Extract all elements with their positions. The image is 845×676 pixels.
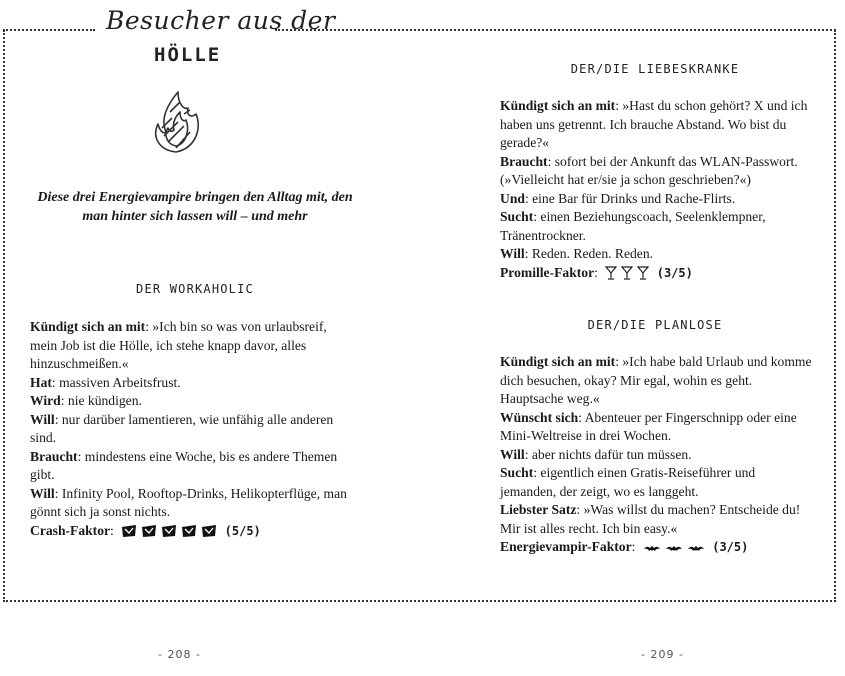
planlose-block <box>500 353 812 557</box>
section-title-planlose: DER/DIE PLANLOSE <box>587 318 723 332</box>
crash-icon-row <box>121 524 217 538</box>
line: Wünscht sich: Abenteuer per Fingerschnipp oder eine Mini-Weltreise in drei Wochen. <box>500 409 797 443</box>
flame-icon <box>150 88 202 154</box>
page-title: HÖLLE <box>154 44 222 66</box>
crash-icon <box>181 524 197 538</box>
bat-icon <box>643 543 661 553</box>
crash-icon <box>161 524 177 538</box>
bat-icon <box>687 543 705 553</box>
page-number-left: - 208 - <box>158 648 201 661</box>
section-title-workaholic: DER WORKAHOLIC <box>136 282 254 296</box>
crash-icon <box>201 524 217 538</box>
crash-icon <box>141 524 157 538</box>
section-title-liebeskranke: DER/DIE LIEBESKRANKE <box>570 62 740 76</box>
cocktail-glass-icon <box>621 266 633 280</box>
line: Und: eine Bar für Drinks und Rache-Flirts. <box>500 190 736 206</box>
liebeskranke-block <box>500 97 812 282</box>
cocktail-glass-icon <box>637 266 649 280</box>
rating-line: Promille-Faktor: (3/5) <box>500 264 693 280</box>
workaholic-block <box>30 318 352 540</box>
cocktail-glass-icon <box>605 266 617 280</box>
bat-icon <box>665 543 683 553</box>
script-title: Besucher aus der <box>106 6 336 35</box>
line: Will: Infinity Pool, Rooftop-Drinks, Helikopterflüge, man gönnt sich ja sonst nichts. <box>30 485 347 519</box>
line: Will: Reden. Reden. Reden. <box>500 246 654 261</box>
rating-line: Crash-Faktor: (5/5) <box>30 522 261 538</box>
rating-line: Energievampir-Faktor: (3/5) <box>500 539 749 554</box>
line: Will: nur darüber lamentieren, wie unfähig alle anderen sind. <box>30 411 334 445</box>
cocktail-icon-row <box>605 266 649 280</box>
line: Liebster Satz: »Was willst du machen? Entscheide du! Mir ist alles recht. Ich bin easy.« <box>500 502 801 536</box>
line: Wird: nie kündigen. <box>30 393 142 408</box>
crash-icon <box>121 524 137 538</box>
page-number-right: - 209 - <box>641 648 684 661</box>
bat-icon-row <box>643 543 705 553</box>
line: Sucht: eigentlich einen Gratis-Reiseführer und jemanden, der zeigt, wo es langgeht. <box>500 465 756 499</box>
line: Braucht: mindestens eine Woche, bis es andere Themen gibt. <box>30 448 338 482</box>
line: Kündigt sich an mit: »Ich bin so was von urlaubsreif, mein Job ist die Hölle, ich stehe knapp davor, alles hinzuschmeißen.« <box>30 319 327 371</box>
intro-text: Diese drei Energievampire bringen den Alltag mit, den man hinter sich lassen will – und mehr <box>37 190 353 224</box>
line: Will: aber nichts dafür tun müssen. <box>500 446 692 462</box>
line: Kündigt sich an mit: »Hast du schon gehört? X und ich haben uns getrennt. Ich brauche Abstand. Wo bist du gerade?« <box>500 98 808 150</box>
line: Sucht: einen Beziehungscoach, Seelenklempner, Tränentrockner. <box>500 209 766 243</box>
line: Braucht: sofort bei der Ankunft das WLAN-Passwort. (»Vielleicht hat er/sie ja schon geschrieben?«) <box>500 153 798 187</box>
line: Hat: massiven Arbeitsfrust. <box>30 374 181 390</box>
line: Kündigt sich an mit: »Ich habe bald Urlaub und komme dich besuchen, okay? Mir egal, wohin es geht. Hauptsache weg.« <box>500 354 812 406</box>
